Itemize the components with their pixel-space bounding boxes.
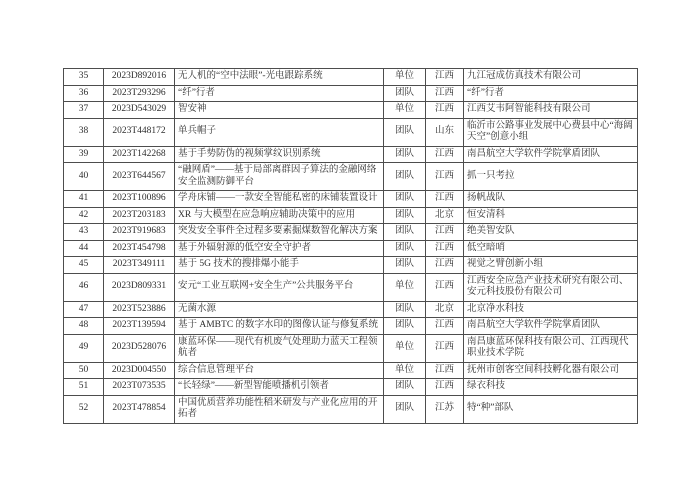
table-row (64, 85, 638, 102)
entry-id-cell: 2023T142268 (104, 146, 175, 163)
entry-type-cell: 单位 (384, 69, 426, 86)
row-number-cell: 40 (64, 163, 104, 191)
entry-type-cell: 团队 (384, 318, 426, 335)
project-name-cell: XR 与大模型在应急响应辅助决策中的应用 (175, 207, 384, 224)
entries-table-body (64, 69, 638, 424)
organization-cell: 绿衣科技 (464, 379, 638, 396)
project-name-cell: 康蓝环保——现代有机废气处理助力蓝天工程领航者 (175, 334, 384, 362)
organization-cell: 视觉之臂创新小组 (464, 257, 638, 274)
organization-cell: 抓一只考拉 (464, 163, 638, 191)
entry-id-cell: 2023D543029 (104, 102, 175, 119)
row-number-cell: 47 (64, 301, 104, 318)
project-name-cell: 突发安全事件全过程多要素掘煤数智化解决方案 (175, 224, 384, 241)
organization-cell: 抚州市创客空间科技孵化器有限公司 (464, 362, 638, 379)
row-number-cell: 48 (64, 318, 104, 335)
project-name-cell: 安元“工业互联网+安全生产”公共服务平台 (175, 273, 384, 301)
province-cell: 江西 (426, 318, 464, 335)
entry-id-cell: 2023T139594 (104, 318, 175, 335)
project-name-cell: 单兵帽子 (175, 118, 384, 146)
table-row (64, 207, 638, 224)
entry-id-cell: 2023T478854 (104, 395, 175, 423)
row-number-cell: 52 (64, 395, 104, 423)
entry-type-cell: 单位 (384, 102, 426, 119)
province-cell: 江西 (426, 379, 464, 396)
entry-id-cell: 2023T073535 (104, 379, 175, 396)
project-name-cell: “纤”行者 (175, 85, 384, 102)
table-row (64, 379, 638, 396)
organization-cell: 南昌康蓝环保科技有限公司、江西现代职业技术学院 (464, 334, 638, 362)
entry-id-cell: 2023D809331 (104, 273, 175, 301)
province-cell: 江西 (426, 85, 464, 102)
organization-cell: 南昌航空大学软件学院掌盾团队 (464, 146, 638, 163)
project-name-cell: 基于 5G 技术的搜排爆小能手 (175, 257, 384, 274)
table-row (64, 395, 638, 423)
table-row (64, 102, 638, 119)
entry-type-cell: 团队 (384, 163, 426, 191)
province-cell: 山东 (426, 118, 464, 146)
table-row (64, 362, 638, 379)
organization-cell: 低空暗哨 (464, 240, 638, 257)
organization-cell: “纤”行者 (464, 85, 638, 102)
entry-type-cell: 单位 (384, 273, 426, 301)
province-cell: 江西 (426, 191, 464, 208)
province-cell: 江苏 (426, 395, 464, 423)
row-number-cell: 39 (64, 146, 104, 163)
organization-cell: 北京净水科技 (464, 301, 638, 318)
entries-table (63, 68, 638, 424)
project-name-cell: 无菌水源 (175, 301, 384, 318)
organization-cell: 特“种”部队 (464, 395, 638, 423)
entry-id-cell: 2023T203183 (104, 207, 175, 224)
entry-type-cell: 团队 (384, 207, 426, 224)
row-number-cell: 46 (64, 273, 104, 301)
table-row (64, 240, 638, 257)
entry-type-cell: 团队 (384, 118, 426, 146)
province-cell: 江西 (426, 362, 464, 379)
organization-cell: 南昌航空大学软件学院掌盾团队 (464, 318, 638, 335)
table-row (64, 224, 638, 241)
table-row (64, 191, 638, 208)
row-number-cell: 45 (64, 257, 104, 274)
row-number-cell: 41 (64, 191, 104, 208)
province-cell: 江西 (426, 146, 464, 163)
entry-type-cell: 团队 (384, 146, 426, 163)
entry-type-cell: 单位 (384, 362, 426, 379)
province-cell: 江西 (426, 163, 464, 191)
province-cell: 江西 (426, 240, 464, 257)
project-name-cell: 智安神 (175, 102, 384, 119)
province-cell: 江西 (426, 334, 464, 362)
row-number-cell: 44 (64, 240, 104, 257)
project-name-cell: 无人机的“空中法眼”-光电跟踪系统 (175, 69, 384, 86)
row-number-cell: 35 (64, 69, 104, 86)
table-row (64, 273, 638, 301)
province-cell: 江西 (426, 69, 464, 86)
project-name-cell: 基于手势防伪的视频掌纹识别系统 (175, 146, 384, 163)
province-cell: 北京 (426, 207, 464, 224)
province-cell: 江西 (426, 224, 464, 241)
row-number-cell: 36 (64, 85, 104, 102)
table-row (64, 334, 638, 362)
row-number-cell: 49 (64, 334, 104, 362)
entry-id-cell: 2023T448172 (104, 118, 175, 146)
row-number-cell: 38 (64, 118, 104, 146)
entry-id-cell: 2023D528076 (104, 334, 175, 362)
row-number-cell: 42 (64, 207, 104, 224)
entry-id-cell: 2023T454798 (104, 240, 175, 257)
row-number-cell: 51 (64, 379, 104, 396)
entry-type-cell: 团队 (384, 224, 426, 241)
organization-cell: 江西艾韦阿智能科技有限公司 (464, 102, 638, 119)
entry-type-cell: 团队 (384, 85, 426, 102)
row-number-cell: 37 (64, 102, 104, 119)
table-row (64, 301, 638, 318)
project-name-cell: 综合信息管理平台 (175, 362, 384, 379)
project-name-cell: 基于外辐射源的低空安全守护者 (175, 240, 384, 257)
organization-cell: 九江冠成仿真技术有限公司 (464, 69, 638, 86)
entry-id-cell: 2023T349111 (104, 257, 175, 274)
entry-type-cell: 团队 (384, 257, 426, 274)
entry-type-cell: 单位 (384, 334, 426, 362)
entry-type-cell: 团队 (384, 395, 426, 423)
entry-id-cell: 2023T100896 (104, 191, 175, 208)
table-row (64, 163, 638, 191)
project-name-cell: 学舟床铺——一款安全智能私密的床铺装置设计 (175, 191, 384, 208)
organization-cell: 恒安清科 (464, 207, 638, 224)
entry-type-cell: 团队 (384, 379, 426, 396)
entry-type-cell: 团队 (384, 191, 426, 208)
project-name-cell: 中国优质营养功能性稻米研发与产业化应用的开拓者 (175, 395, 384, 423)
table-row (64, 69, 638, 86)
project-name-cell: “融网盾”——基于局部离群因子算法的金融网络安全监测防御平台 (175, 163, 384, 191)
entry-id-cell: 2023T644567 (104, 163, 175, 191)
project-name-cell: 基于 AMBTC 的数字水印的图像认证与修复系统 (175, 318, 384, 335)
table-row (64, 257, 638, 274)
table-row (64, 146, 638, 163)
province-cell: 北京 (426, 301, 464, 318)
province-cell: 江西 (426, 102, 464, 119)
entry-id-cell: 2023D004550 (104, 362, 175, 379)
organization-cell: 扬帆战队 (464, 191, 638, 208)
province-cell: 江西 (426, 273, 464, 301)
entry-id-cell: 2023T523886 (104, 301, 175, 318)
entry-type-cell: 团队 (384, 301, 426, 318)
organization-cell: 临沂市公路事业发展中心费县中心“海阔天空”创意小组 (464, 118, 638, 146)
project-name-cell: “长轻绿”——新型智能喷播机引领者 (175, 379, 384, 396)
organization-cell: 绝美智安队 (464, 224, 638, 241)
organization-cell: 江西安全应急产业技术研究有限公司、安元科技股份有限公司 (464, 273, 638, 301)
province-cell: 江西 (426, 257, 464, 274)
entry-id-cell: 2023T919683 (104, 224, 175, 241)
table-row (64, 118, 638, 146)
entry-id-cell: 2023T293296 (104, 85, 175, 102)
row-number-cell: 50 (64, 362, 104, 379)
entry-type-cell: 团队 (384, 240, 426, 257)
entry-id-cell: 2023D892016 (104, 69, 175, 86)
row-number-cell: 43 (64, 224, 104, 241)
table-row (64, 318, 638, 335)
